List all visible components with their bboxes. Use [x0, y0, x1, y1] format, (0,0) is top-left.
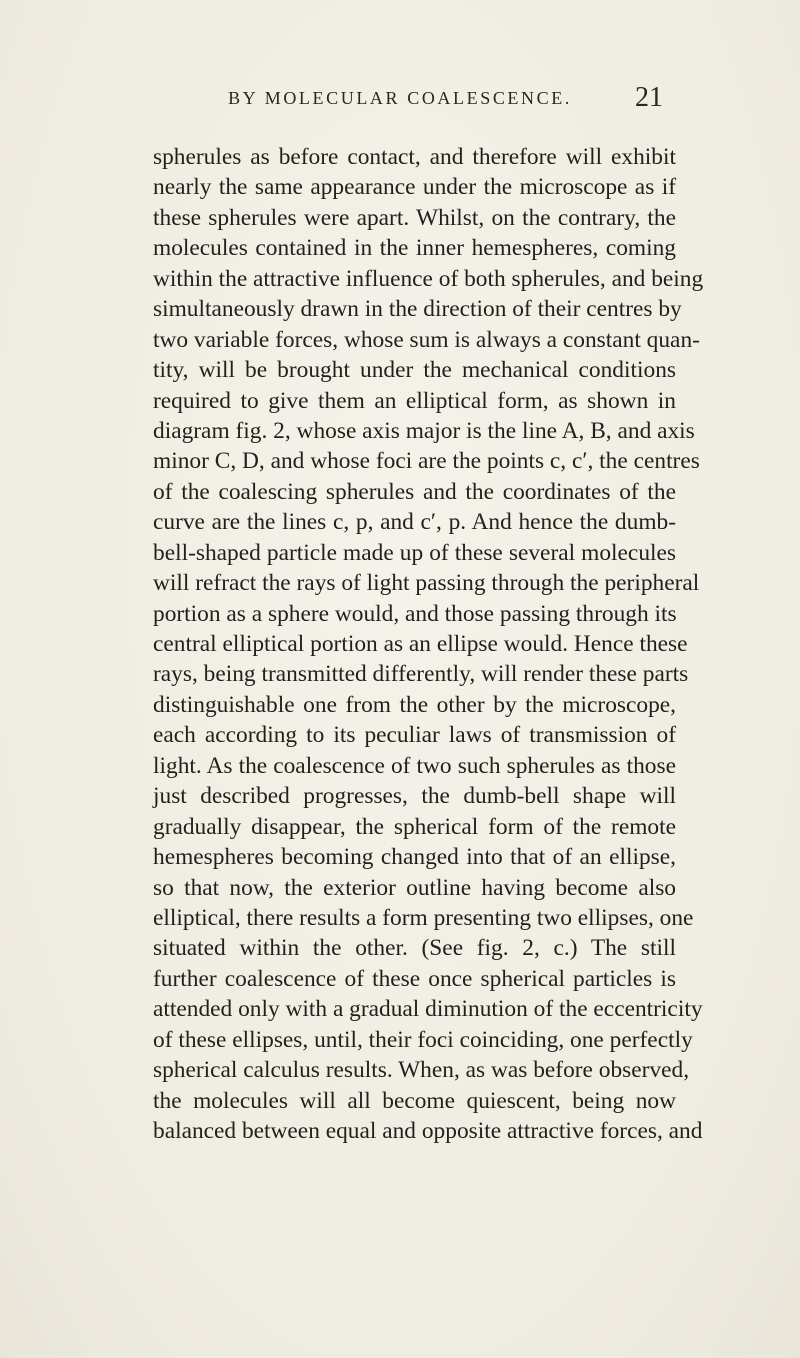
text-line: spherules as before contact, and therefore will exhibit — [153, 144, 676, 170]
text-line: distinguishable one from the other by the microscope, — [153, 691, 676, 718]
text-line: central elliptical portion as an ellipse would. Hence these — [153, 631, 688, 657]
text-line: simultaneously drawn in the direction of their centres by — [153, 296, 682, 323]
text-line: will refract the rays of light passing through the peripheral — [153, 570, 700, 597]
text-line: minor C, D, and whose foci are the points c, c′, the centres — [153, 448, 700, 475]
text-line: situated within the other. (See fig. 2, c.) The still — [153, 935, 676, 962]
text-line: of the coalescing spherules and the coordinates of the — [153, 478, 676, 505]
text-line: two variable forces, whose sum is always a constant quan- — [153, 326, 700, 353]
body-text — [153, 142, 704, 1146]
text-line: hemespheres becoming changed into that of an ellipse, — [153, 844, 676, 871]
text-line: gradually disappear, the spherical form of the remote — [153, 813, 676, 840]
text-line: within the attractive influence of both spherules, and being — [153, 265, 704, 292]
text-line: the molecules will all become quiescent, being now — [153, 1087, 676, 1114]
text-line: portion as a sphere would, and those passing through its — [153, 600, 677, 627]
text-line: required to give them an elliptical form, as shown in — [153, 387, 676, 414]
text-line: so that now, the exterior outline having become also — [153, 874, 676, 901]
page-number: 21 — [635, 82, 663, 113]
running-head: BY MOLECULAR COALESCENCE. — [228, 88, 572, 108]
text-line: curve are the lines c, p, and c′, p. And hence the dumb- — [153, 509, 676, 536]
text-line: elliptical, there results a form presenting two ellipses, one — [153, 904, 694, 931]
text-line: these spherules were apart. Whilst, on the contrary, the — [153, 204, 676, 231]
text-line: light. As the coalescence of two such spherules as those — [153, 752, 676, 779]
page-header — [0, 82, 800, 128]
text-line: each according to its peculiar laws of transmission of — [153, 722, 676, 749]
text-line: tity, will be brought under the mechanical conditions — [153, 357, 676, 384]
text-line: molecules contained in the inner hemespheres, coming — [153, 235, 676, 262]
text-line: further coalescence of these once spherical particles is — [153, 965, 676, 992]
text-line: attended only with a gradual diminution of the eccentricity — [153, 996, 703, 1023]
text-line: nearly the same appearance under the microscope as if — [153, 174, 676, 201]
text-line: rays, being transmitted differently, will render these parts — [153, 661, 689, 688]
text-line: spherical calculus results. When, as was before observed, — [153, 1057, 690, 1084]
text-line: diagram fig. 2, whose axis major is the line A, B, and axis — [153, 417, 695, 444]
text-line: balanced between equal and opposite attractive forces, and — [153, 1118, 703, 1144]
text-line: just described progresses, the dumb-bell shape will — [153, 783, 676, 810]
text-line: of these ellipses, until, their foci coinciding, one perfectly — [153, 1026, 693, 1053]
text-line: bell-shaped particle made up of these several molecules — [153, 539, 676, 566]
